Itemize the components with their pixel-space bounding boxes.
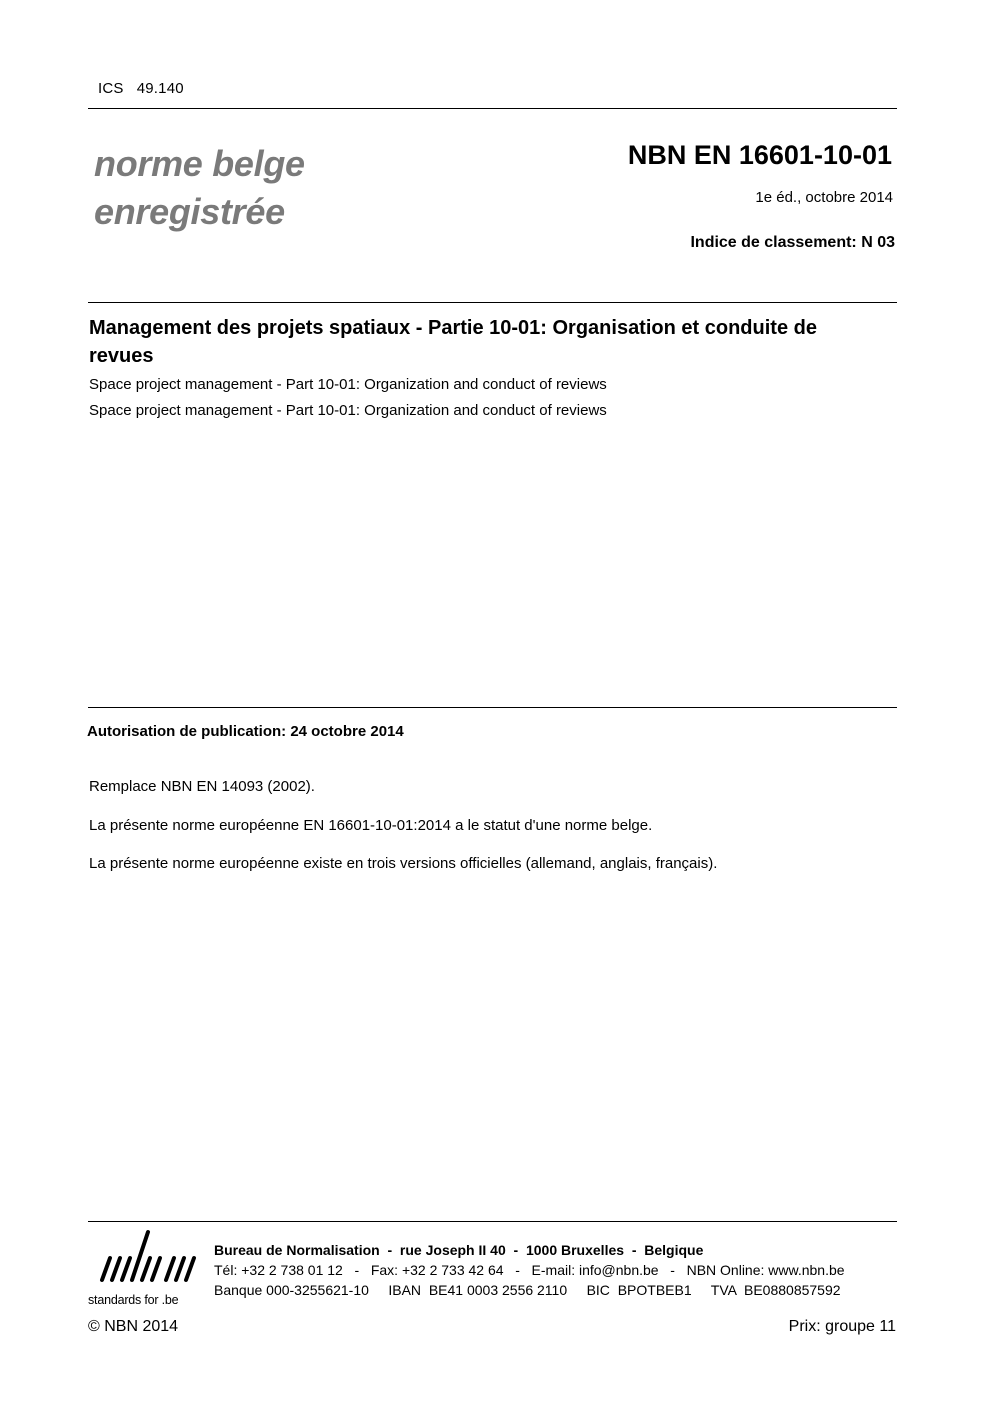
document-title-french: Management des projets spatiaux - Partie 10-01: Organisation et conduite de revues [89,317,817,367]
price-group: Prix: groupe 11 [788,1318,896,1335]
footer-divider [88,1221,897,1222]
ics-code: ICS 49.140 [98,80,184,97]
document-title-english: Space project management - Part 10-01: Organization and conduct of reviews [89,376,607,393]
publication-divider [88,707,897,708]
note-replaces: Remplace NBN EN 14093 (2002). [89,778,315,795]
nbn-logo-mark [88,1228,200,1284]
organization-contact: Tél: +32 2 738 01 12 - Fax: +32 2 733 42 64 - E-mail: info@nbn.be - NBN Online: www.nbn.be [214,1262,845,1278]
note-status: La présente norme européenne EN 16601-10-01:2014 a le statut d'une norme belge. [89,817,653,834]
standard-number: NBN EN 16601-10-01 [627,140,892,170]
publication-authorization: Autorisation de publication: 24 octobre 2014 [87,723,404,740]
classification-index: Indice de classement: N 03 [690,234,895,251]
logo-tagline: standards for .be [88,1293,179,1307]
nbn-logo [88,1228,200,1306]
organization-bank: Banque 000-3255621-10 IBAN BE41 0003 2556 2110 BIC BPOTBEB1 TVA BE0880857592 [214,1282,841,1298]
edition-date: 1e éd., octobre 2014 [755,189,893,206]
title-divider [88,302,897,303]
organization-address: Bureau de Normalisation - rue Joseph II 40 - 1000 Bruxelles - Belgique [214,1242,704,1258]
document-title-english-alt: Space project management - Part 10-01: Organization and conduct of reviews [89,402,607,419]
brand-title [94,140,305,236]
header-divider [88,108,897,109]
brand-line-2: enregistrée [94,191,285,232]
brand-line-1: norme belge [94,143,305,184]
note-versions: La présente norme européenne existe en trois versions officielles (allemand, anglais, français). [89,855,718,872]
copyright: © NBN 2014 [88,1318,179,1335]
